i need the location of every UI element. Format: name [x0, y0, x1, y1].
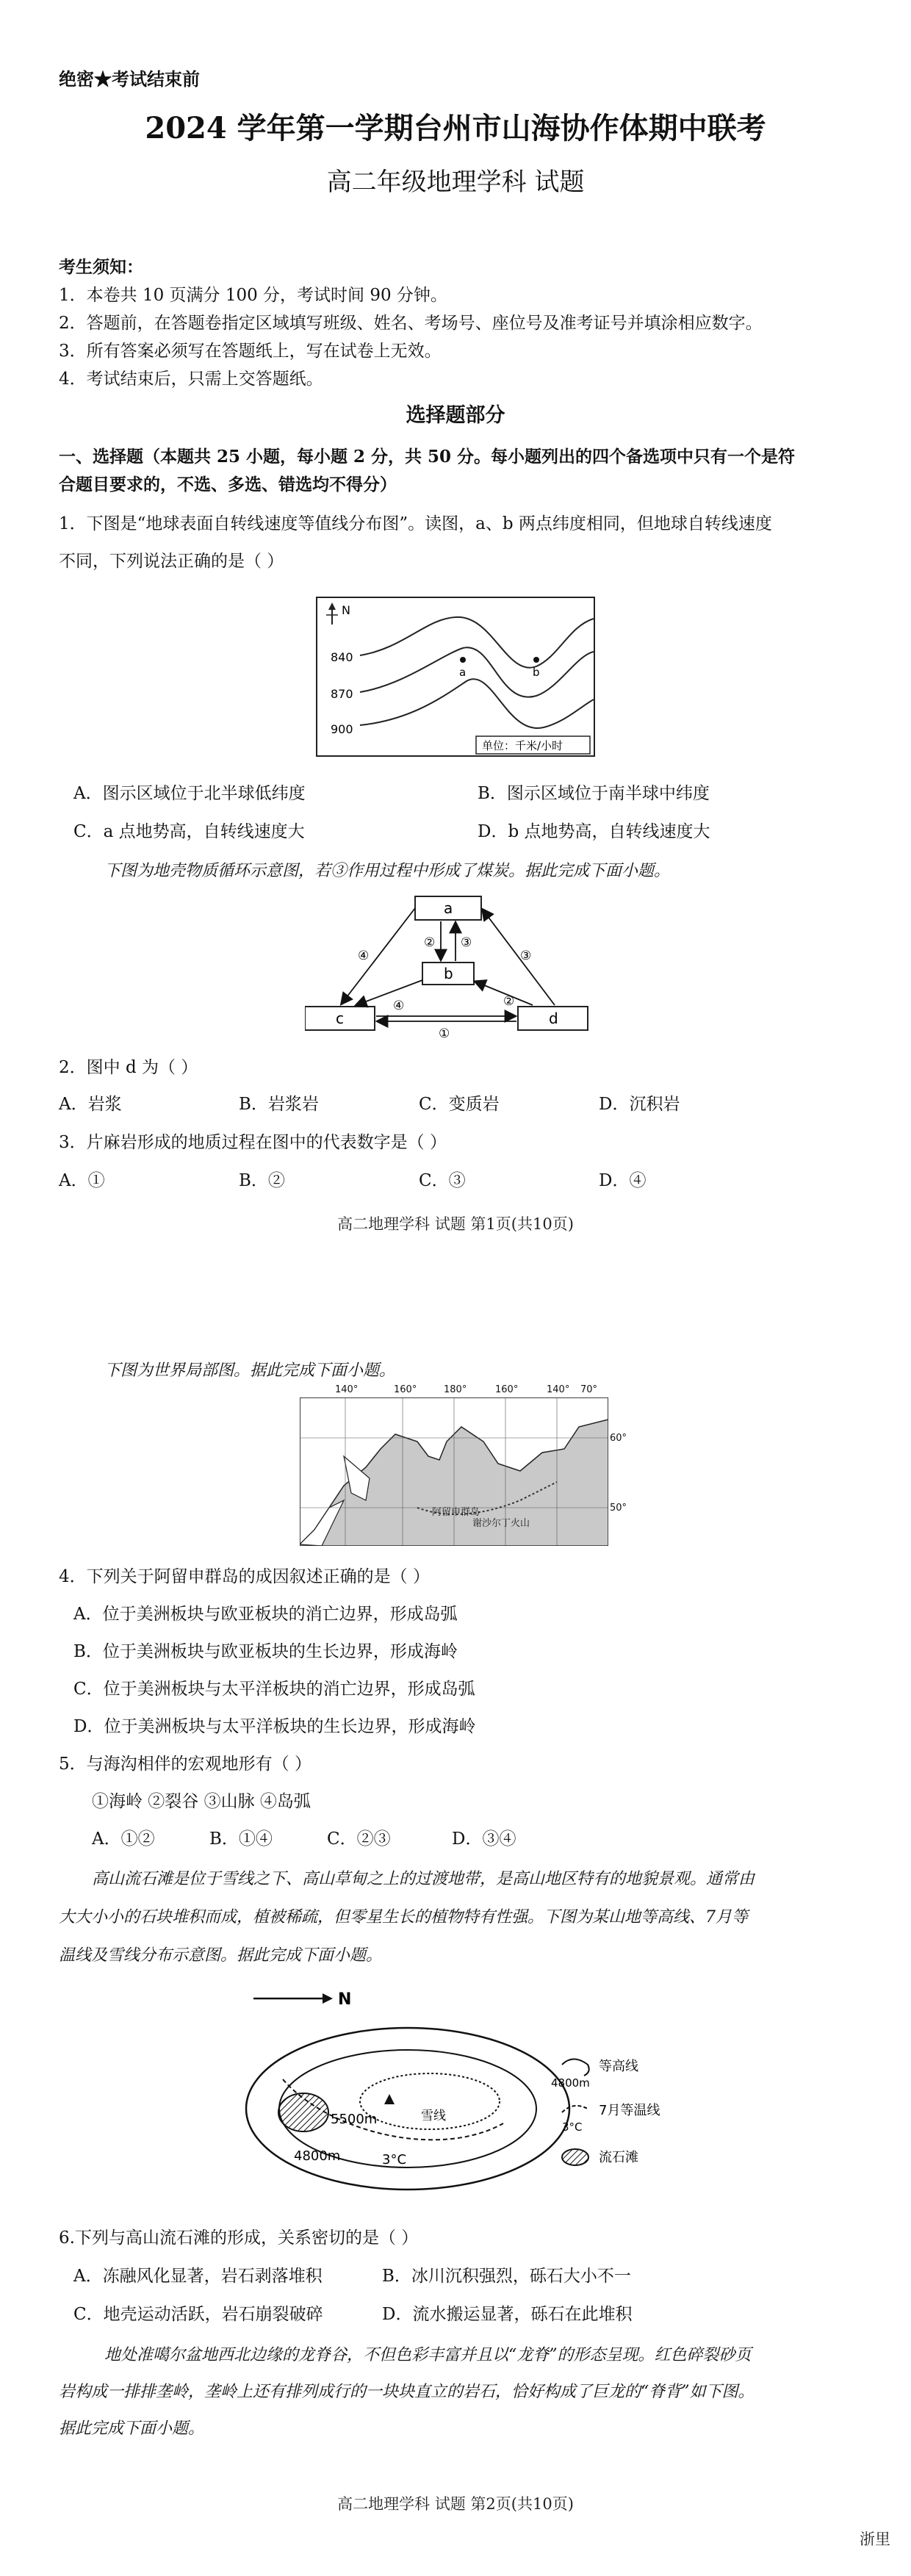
notice-item: 4．考试结束后，只需上交答题纸。	[59, 370, 323, 389]
place-label: 阿留申群岛	[432, 1507, 480, 1518]
legend-stone-label: 流石滩	[599, 2150, 638, 2165]
lon-label: 140°	[547, 1384, 570, 1395]
legend-isotherm-icon	[562, 2106, 588, 2112]
isoline-label: 840	[331, 650, 353, 664]
q2-option-d: D．沉积岩	[599, 1095, 680, 1114]
notice-item: 1．本卷共 10 页满分 100 分，考试时间 90 分钟。	[59, 286, 447, 305]
stone-beach-intro: 大大小小的石块堆积而成，植被稀疏，但零星生长的植物特有性强。下图为某山地等高线、7月等	[59, 1908, 749, 1926]
q4-option-c: C．位于美洲板块与太平洋板块的消亡边界，形成岛弧	[73, 1680, 475, 1699]
snowline-label: 雪线	[421, 2109, 446, 2123]
box-c-label: c	[336, 1010, 344, 1027]
box-b-label: b	[444, 965, 453, 982]
stone-beach-intro: 温线及雪线分布示意图。据此完成下面小题。	[59, 1946, 383, 1965]
q1-option-d: D．b 点地势高，自转线速度大	[478, 822, 710, 841]
arrow-3b-label: ③	[520, 949, 532, 963]
q2-option-b: B．岩浆岩	[239, 1095, 319, 1114]
legend-contour-icon	[562, 2059, 589, 2076]
notice-title: 考生须知：	[59, 257, 143, 277]
q4-option-a: A．位于美洲板块与欧亚板块的消亡边界，形成岛弧	[73, 1605, 458, 1624]
q5-option-a: A．①②	[92, 1830, 155, 1849]
arrow-4b-label: ④	[393, 999, 405, 1013]
north-arrow-head	[323, 1993, 333, 2004]
lat-label: 50°	[610, 1503, 627, 1514]
stone-beach-intro: 高山流石滩是位于雪线之下、高山草甸之上的过渡地带，是高山地区特有的地貌景观。通常由	[92, 1870, 755, 1888]
notice-item: 2．答题前，在答题卷指定区域填写班级、姓名、考场号、座位号及准考证号并填涂相应数字。	[59, 314, 763, 333]
arrow-1-label: ①	[439, 1026, 450, 1038]
page-footer: 高二地理学科 试题 第2页(共10页)	[337, 2495, 574, 2513]
lon-label: 180°	[444, 1384, 467, 1395]
q5-stem: 5．与海沟相伴的宏观地形有（ ）	[59, 1755, 312, 1774]
q2-option-a: A．岩浆	[59, 1095, 122, 1114]
isotherm-label: 3°C	[382, 2152, 407, 2167]
mountain-contour-figure	[239, 1984, 680, 2219]
lat-label: 60°	[610, 1433, 627, 1444]
q1-stem: 1．下图是“地球表面自转线速度等值线分布图”。读图，a、b 两点纬度相同，但地球自转线速度	[59, 514, 772, 533]
lon-label: 140°	[335, 1384, 359, 1395]
place-label: 谢沙尔丁火山	[472, 1518, 530, 1529]
q5-option-d: D．③④	[452, 1830, 516, 1849]
figure-frame	[317, 597, 594, 756]
q6-option-c: C．地壳运动活跃，岩石崩裂破碎	[73, 2305, 323, 2324]
q4-stem: 4．下列关于阿留申群岛的成因叙述正确的是（ ）	[59, 1567, 430, 1586]
q1-stem: 不同，下列说法正确的是（ ）	[59, 552, 284, 571]
q4-option-d: D．位于美洲板块与太平洋板块的生长边界，形成海岭	[73, 1717, 476, 1736]
north-label: N	[338, 1990, 352, 2009]
section-instruction: 一、选择题（本题共 25 小题，每小题 2 分，共 50 分。每小题列出的四个备选项中只有一个是符	[59, 447, 796, 467]
q5-items: ①海岭 ②裂谷 ③山脉 ④岛弧	[92, 1792, 311, 1811]
lon-label: 160°	[495, 1384, 519, 1395]
legend-isotherm-label: 7月等温线	[599, 2103, 660, 2118]
dragon-ridge-intro: 据此完成下面小题。	[59, 2420, 205, 2438]
north-label: N	[342, 603, 350, 617]
lon-label: 70°	[580, 1384, 598, 1395]
q6-option-d: D．流水搬运显著，砾石在此堆积	[382, 2305, 633, 2324]
section-title: 选择题部分	[406, 404, 505, 427]
q1-option-c: C．a 点地势高，自转线速度大	[73, 822, 305, 841]
rock-cycle-figure	[305, 895, 599, 1038]
arrow-4-label: ④	[358, 949, 370, 963]
longitude-labels	[300, 1384, 616, 1397]
legend-contour-label: 等高线	[599, 2059, 638, 2074]
exam-title: 2024 学年第一学期台州市山海协作体期中联考	[145, 111, 766, 145]
point-b	[533, 657, 539, 663]
lon-label: 160°	[394, 1384, 417, 1395]
q3-option-d: D．④	[599, 1171, 647, 1190]
arrow-2-label: ②	[424, 935, 436, 950]
elevation-label: 5500m	[331, 2112, 378, 2127]
section-instruction: 合题目要求的，不选、多选、错选均不得分）	[59, 475, 397, 494]
isoline-label: 900	[331, 722, 353, 736]
q2-stem: 2．图中 d 为（ ）	[59, 1058, 198, 1077]
point-b-label: b	[533, 666, 540, 679]
arrow-3-label: ③	[461, 935, 472, 950]
arrow-2b-label: ②	[503, 994, 515, 1009]
q3-stem: 3．片麻岩形成的地质过程在图中的代表数字是（ ）	[59, 1133, 447, 1152]
dragon-ridge-intro: 地处准噶尔盆地西北边缘的龙脊谷，不但色彩丰富并且以“龙脊”的形态呈现。红色碎裂砂页	[104, 2346, 752, 2364]
q6-option-a: A．冻融风化显著，岩石剥落堆积	[73, 2267, 323, 2286]
q1-option-a: A．图示区域位于北半球低纬度	[73, 784, 306, 803]
unit-label: 单位：千米/小时	[482, 739, 563, 752]
q3-option-c: C．③	[419, 1171, 466, 1190]
q6-option-b: B．冰川沉积强烈，砾石大小不一	[382, 2267, 631, 2286]
box-d-label: d	[549, 1010, 558, 1027]
rotation-speed-isoline-figure	[316, 597, 595, 757]
q6-stem: 6.下列与高山流石滩的形成，关系密切的是（ ）	[59, 2228, 419, 2248]
contour-label: 4800m	[294, 2148, 341, 2164]
legend-contour-value: 4800m	[551, 2076, 590, 2090]
point-a-label: a	[459, 666, 467, 679]
notice-item: 3．所有答案必须写在答题纸上，写在试卷上无效。	[59, 342, 442, 361]
confidential-mark: 绝密★考试结束前	[59, 68, 200, 90]
legend-stone-icon	[562, 2149, 588, 2165]
legend-isotherm-value: 3°C	[562, 2120, 583, 2134]
q3-option-b: B．②	[239, 1171, 285, 1190]
stone-beach-area	[278, 2093, 328, 2131]
box-a-label: a	[444, 899, 453, 917]
q4-option-b: B．位于美洲板块与欧亚板块的生长边界，形成海岭	[73, 1642, 458, 1661]
page-footer: 高二地理学科 试题 第1页(共10页)	[337, 1215, 574, 1233]
q5-option-c: C．②③	[327, 1830, 391, 1849]
peak-icon	[384, 2094, 395, 2104]
rock-cycle-intro: 下图为地壳物质循环示意图，若③作用过程中形成了煤炭。据此完成下面小题。	[104, 862, 671, 880]
watermark-text: 浙里	[860, 2530, 890, 2548]
world-map-intro: 下图为世界局部图。据此完成下面小题。	[104, 1361, 396, 1380]
q1-option-b: B．图示区域位于南半球中纬度	[478, 784, 710, 803]
isoline-label: 870	[331, 687, 353, 701]
q2-option-c: C．变质岩	[419, 1095, 500, 1114]
dragon-ridge-intro: 岩构成一排排垄岭，垄岭上还有排列成行的一块块直立的岩石，恰好构成了巨龙的“脊背”如下图。	[59, 2383, 755, 2401]
world-map-figure	[300, 1397, 608, 1546]
q3-option-a: A．①	[59, 1171, 105, 1190]
exam-subtitle: 高二年级地理学科 试题	[326, 168, 585, 197]
q5-option-b: B．①④	[209, 1830, 273, 1849]
point-a	[460, 657, 466, 663]
